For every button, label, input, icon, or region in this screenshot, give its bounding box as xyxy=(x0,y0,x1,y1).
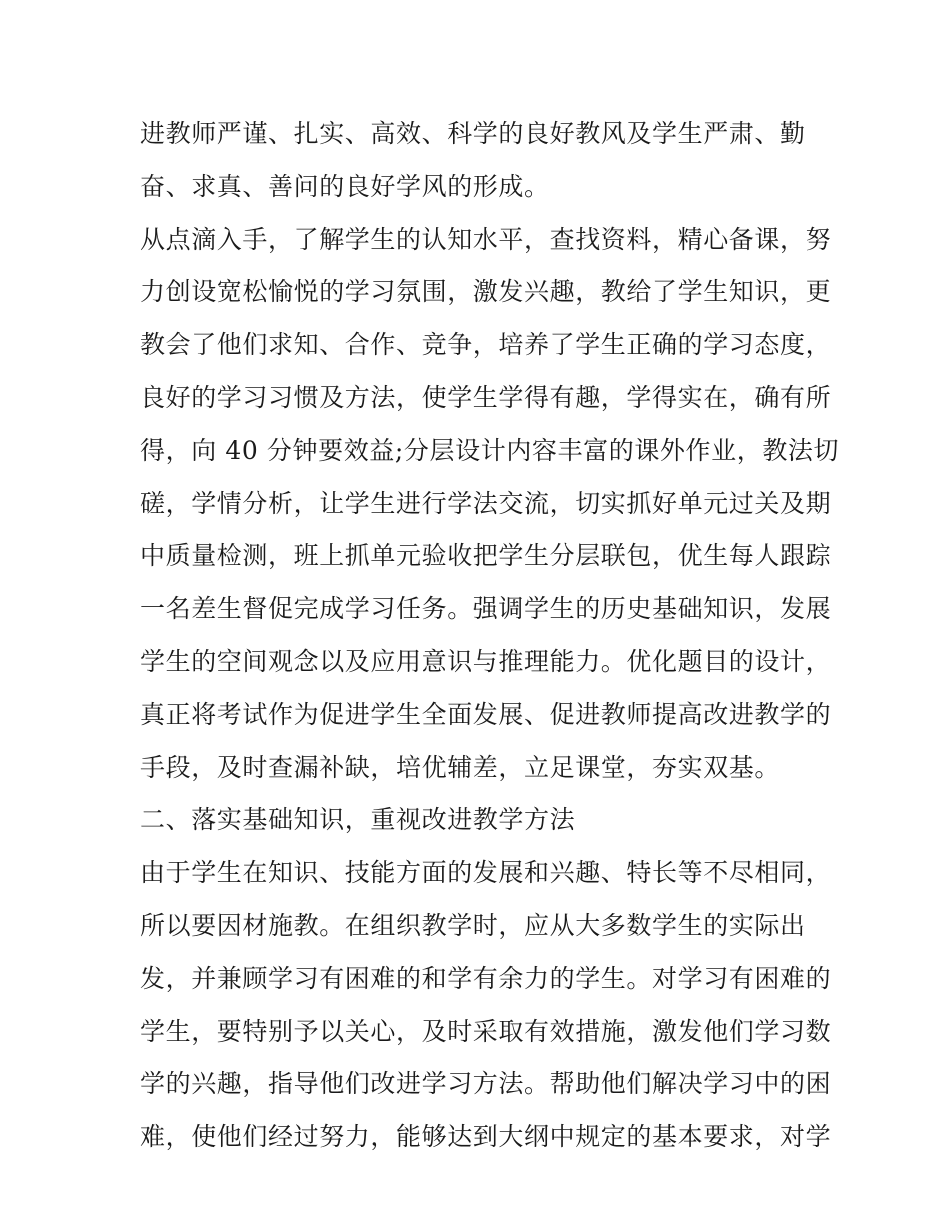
text-line: 良好的学习习惯及方法，使学生学得有趣，学得实在，确有所 xyxy=(140,382,832,412)
text-line: 难，使他们经过努力，能够达到大纲中规定的基本要求，对学 xyxy=(140,1122,832,1152)
text-line: 学的兴趣，指导他们改进学习方法。帮助他们解决学习中的困 xyxy=(140,1069,832,1099)
text-line: 学生，要特别予以关心，及时采取有效措施，激发他们学习数 xyxy=(140,1016,832,1046)
section-heading: 二、落实基础知识，重视改进教学方法 xyxy=(140,805,576,835)
text-line: 力创设宽松愉悦的学习氛围，激发兴趣，教给了学生知识，更 xyxy=(140,277,832,307)
text-line: 真正将考试作为促进学生全面发展、促进教师提高改进教学的 xyxy=(140,699,832,729)
text-line: 教会了他们求知、合作、竞争，培养了学生正确的学习态度， xyxy=(140,330,832,360)
text-line: 所以要因材施教。在组织教学时，应从大多数学生的实际出 xyxy=(140,910,806,940)
text-line: 进教师严谨、扎实、高效、科学的良好教风及学生严肃、勤 xyxy=(140,119,806,148)
text-line: 从点滴入手，了解学生的认知水平，查找资料，精心备课，努 xyxy=(140,224,832,254)
text-line: 中质量检测，班上抓单元验收把学生分层联包，优生每人跟踪 xyxy=(140,541,832,571)
text-line: 发，并兼顾学习有困难的和学有余力的学生。对学习有困难的 xyxy=(140,963,832,993)
text-line: 奋、求真、善问的良好学风的形成。 xyxy=(140,171,550,201)
text-line: 磋，学情分析，让学生进行学法交流，切实抓好单元过关及期 xyxy=(140,488,832,518)
text-line: 由于学生在知识、技能方面的发展和兴趣、特长等不尽相同， xyxy=(140,858,832,888)
body-text xyxy=(140,108,840,1164)
text-line: 学生的空间观念以及应用意识与推理能力。优化题目的设计， xyxy=(140,646,832,676)
text-line: 一名差生督促完成学习任务。强调学生的历史基础知识，发展 xyxy=(140,594,832,624)
text-line: 得，向 40 分钟要效益;分层设计内容丰富的课外作业，教法切 xyxy=(140,435,840,465)
text-line: 手段，及时查漏补缺，培优辅差，立足课堂，夯实双基。 xyxy=(140,752,781,782)
